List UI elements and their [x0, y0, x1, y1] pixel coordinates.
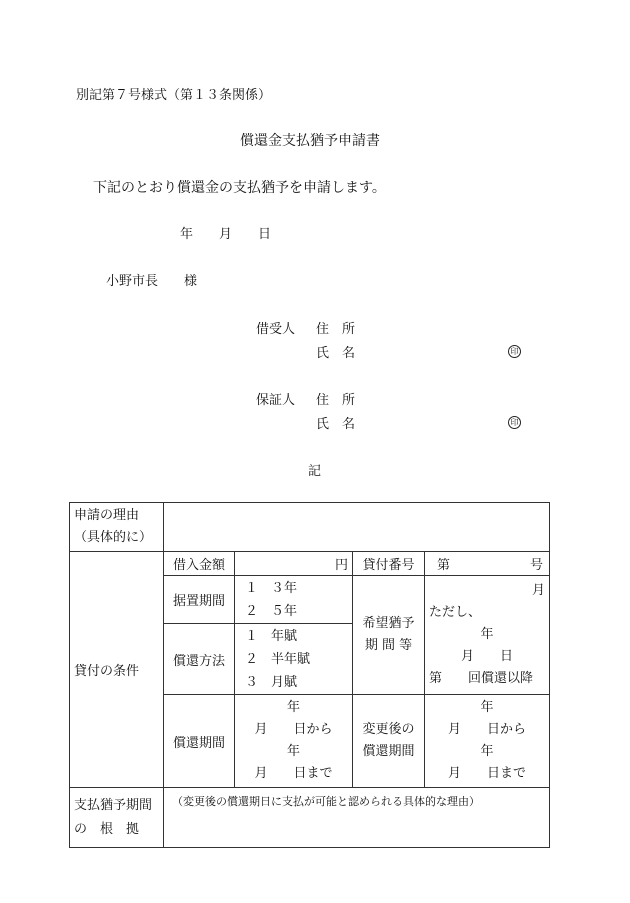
basis-row	[70, 788, 550, 848]
form-title: 償還金支払猶予申請書	[240, 133, 380, 149]
guarantor-seal-icon: 印	[508, 414, 521, 429]
reason-row	[70, 503, 550, 552]
deferment-options[interactable]: １ ３年 ２ ５年	[235, 576, 353, 624]
loan-amount-label: 借入金額	[164, 552, 235, 576]
changed-period-field[interactable]: 年 月 日から 年 月 日まで	[425, 695, 550, 788]
deferment-label: 据置期間	[164, 576, 235, 624]
loan-amount-row	[70, 552, 550, 576]
changed-period-label: 変更後の 償還期間	[353, 695, 425, 788]
guarantor-name-label: 氏 名	[316, 417, 356, 432]
basis-note: （変更後の償還期日に支払が可能と認められる具体的な理由）	[172, 795, 480, 808]
guarantor-address-label: 住 所	[316, 393, 356, 408]
repay-method-options[interactable]: １ 年賦 ２ 半年賦 ３ 月賦	[235, 624, 353, 695]
addressee: 小野市長 様	[106, 274, 198, 289]
borrower-address-label: 住 所	[316, 322, 356, 337]
basis-label: 支払猶予期間 の 根 拠	[70, 788, 164, 848]
basis-field[interactable]	[164, 788, 550, 848]
desired-period-field[interactable]: 月 ただし、 年 月 日 第 回償還以降	[425, 576, 550, 695]
yen-unit: 円	[334, 558, 348, 573]
intro-text: 下記のとおり償還金の支払猶予を申請します。	[93, 180, 386, 196]
repay-method-label: 償還方法	[164, 624, 235, 695]
date-line: 年 月 日	[180, 227, 272, 242]
reason-label: 申請の理由 （具体的に）	[70, 503, 164, 552]
repay-period-label: 償還期間	[164, 695, 235, 788]
borrower-label: 借受人	[256, 322, 296, 337]
guarantor-label: 保証人	[256, 393, 296, 408]
borrower-seal-icon: 印	[508, 343, 521, 358]
loan-number-field[interactable]: 第 号	[425, 552, 550, 576]
ki-heading: 記	[308, 464, 322, 479]
loan-amount-field[interactable]	[235, 552, 353, 576]
form-reference: 別記第７号様式（第１３条関係）	[76, 88, 272, 103]
reason-field[interactable]	[164, 503, 550, 552]
desired-period-label: 希望猶予 期 間 等	[353, 576, 425, 695]
conditions-label: 貸付の条件	[70, 552, 164, 788]
repay-period-field[interactable]: 年 月 日から 年 月 日まで	[235, 695, 353, 788]
application-table	[69, 502, 550, 848]
loan-number-label: 貸付番号	[353, 552, 425, 576]
borrower-name-label: 氏 名	[316, 346, 356, 361]
